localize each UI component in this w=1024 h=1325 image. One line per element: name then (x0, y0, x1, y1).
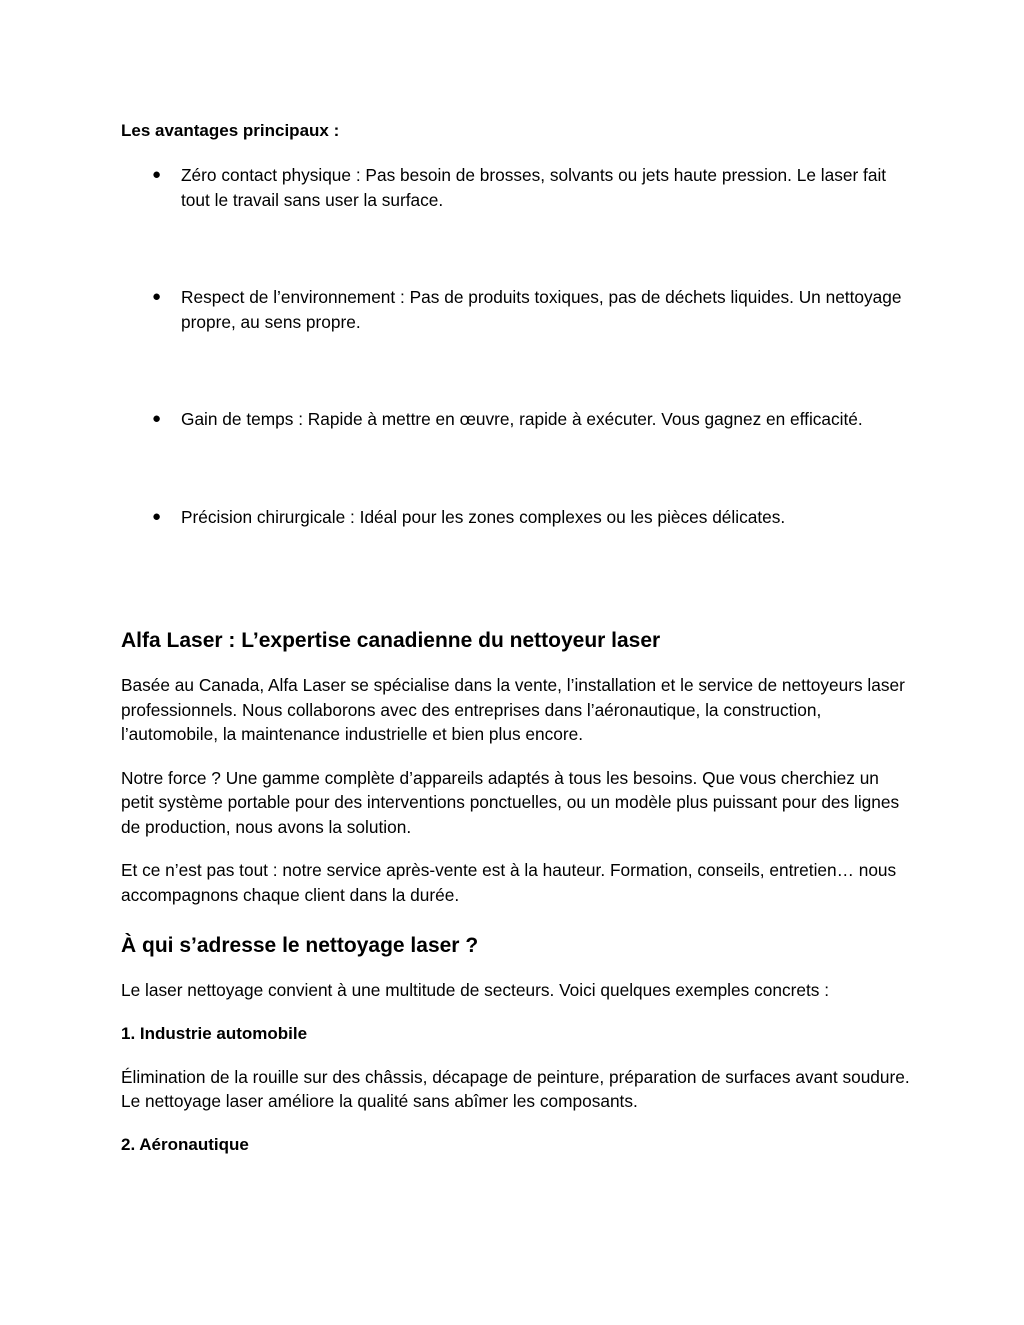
audience-intro: Le laser nettoyage convient à une multitude de secteurs. Voici quelques exemples concrets : (121, 980, 829, 1000)
advantages-label: Les avantages principaux : (121, 121, 340, 140)
list-item (121, 505, 911, 530)
list-item-text: Zéro contact physique : Pas besoin de brosses, solvants ou jets haute pression. Le laser fait tout le travail sans user la surface. (181, 165, 887, 210)
alfa-paragraph-3: Et ce n’est pas tout : notre service après-vente est à la hauteur. Formation, conseils, entretien… nous accompagnons chaque client dans la durée. (121, 860, 897, 905)
list-item (121, 407, 911, 432)
alfa-laser-heading: Alfa Laser : L’expertise canadienne du nettoyeur laser (121, 629, 661, 652)
bullet-icon: ● (152, 288, 162, 305)
bullet-icon: ● (152, 166, 162, 183)
alfa-paragraph-1: Basée au Canada, Alfa Laser se spécialise dans la vente, l’installation et le service de nettoyeurs laser professionnels. Nous collaborons avec des entreprises dans l’aéronautique, la construction, l’automobile, la maintenance industrielle et bien plus encore. (121, 675, 905, 744)
sector-title-automobile: 1. Industrie automobile (121, 1023, 308, 1043)
advantages-list (121, 163, 911, 529)
bullet-icon: ● (152, 410, 162, 427)
bullet-icon: ● (152, 507, 162, 525)
list-item (121, 163, 911, 212)
sector-title-aeronautique: 2. Aéronautique (121, 1134, 249, 1154)
sector-text-automobile: Élimination de la rouille sur des châssis, décapage de peinture, préparation de surfaces avant soudure. Le nettoyage laser améliore la qualité sans abîmer les composants. (121, 1066, 910, 1111)
document-content (121, 119, 911, 1157)
audience-heading: À qui s’adresse le nettoyage laser ? (121, 934, 479, 957)
list-item-text: Précision chirurgicale : Idéal pour les zones complexes ou les pièces délicates. (181, 506, 786, 527)
alfa-paragraph-2: Notre force ? Une gamme complète d’appareils adaptés à tous les besoins. Que vous cherchiez un petit système portable pour des interventions ponctuelles, ou un modèle plus puissant pour des lignes de production, nous avons la solution. (121, 767, 900, 837)
list-item-text: Gain de temps : Rapide à mettre en œuvre, rapide à exécuter. Vous gagnez en efficacité. (181, 409, 863, 429)
list-item (121, 285, 911, 334)
list-item-text: Respect de l’environnement : Pas de produits toxiques, pas de déchets liquides. Un nettoyage propre, au sens propre. (181, 287, 902, 332)
